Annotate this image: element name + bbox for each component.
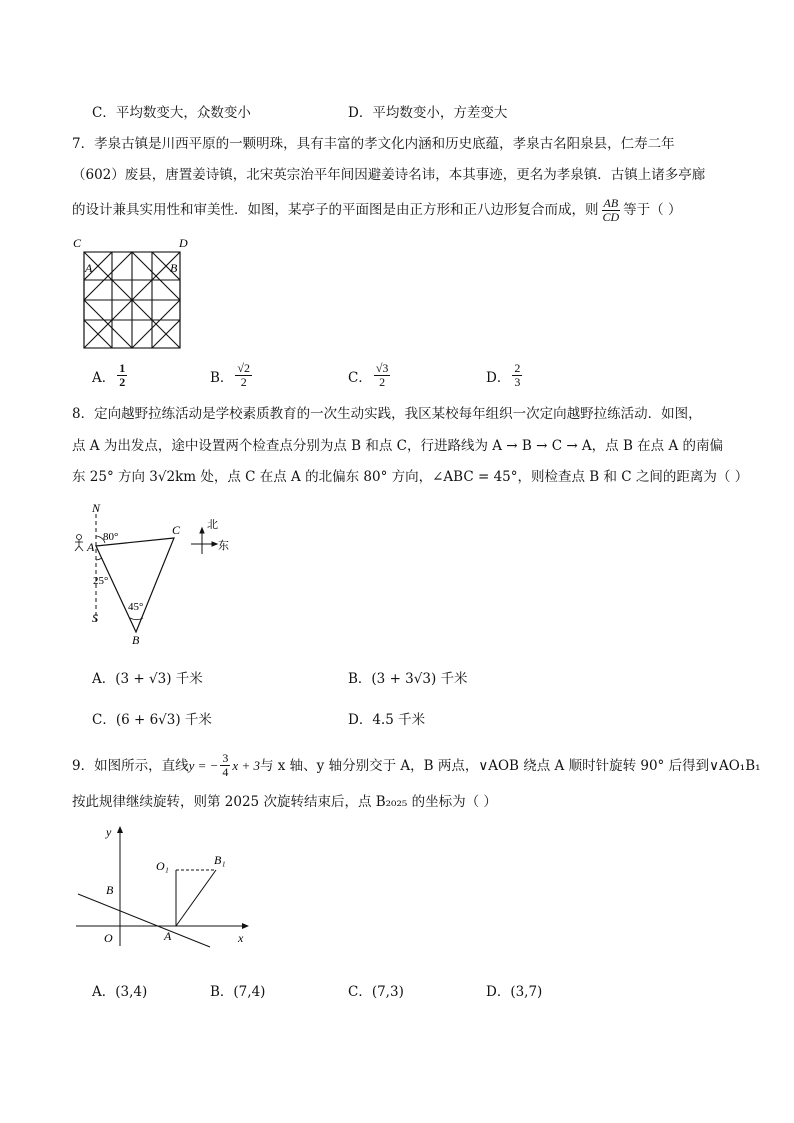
q9-label-a: A: [164, 929, 172, 943]
q7-label-a: A: [85, 261, 93, 275]
q9-option-a: A．(3,4): [92, 984, 148, 1000]
q9-label-x: x: [238, 931, 244, 945]
q7-option-a-num: 1: [119, 361, 126, 375]
q8-line-3: 东 25° 方向 3√2km 处，点 C 在点 A 的北偏东 80° 方向，∠ABC = 45°，则检查点 B 和 C 之间的距离为（ ）: [72, 469, 749, 485]
q7-option-b-frac: [235, 362, 252, 389]
segment-ab1: [176, 870, 216, 926]
q6-option-c: C．平均数变大，众数变小: [92, 105, 251, 121]
q9-option-b: B．(7,4): [210, 984, 266, 1000]
q7-line-3: [72, 197, 681, 224]
q7-line-3-tail: 等于（ ）: [623, 202, 682, 218]
q9-coordinate-figure: [70, 822, 260, 952]
q9-option-d: D．(3,7): [486, 984, 543, 1000]
q7-option-d-letter: D．: [486, 369, 511, 386]
q8-label-s: S: [92, 611, 98, 625]
q7-line-3-text: 的设计兼具实用性和审美性．如图，某亭子的平面图是由正方形和正八边形复合而成，则: [72, 202, 599, 218]
q7-label-b: B: [170, 261, 178, 275]
q8-label-a: A: [87, 540, 95, 554]
q7-option-d-num: 2: [514, 361, 521, 375]
q7-fraction: [601, 197, 622, 224]
q8-option-a: A．(3 + √3) 千米: [92, 671, 203, 687]
q9-equation-den: 4: [222, 765, 229, 779]
q8-option-c: C．(6 + 6√3) 千米: [92, 712, 212, 728]
q7-option-d: [486, 362, 524, 389]
q8-label-east: 东: [218, 540, 229, 552]
q7-option-d-den: 3: [514, 375, 521, 389]
q8-angle-25: 25°: [93, 575, 109, 587]
q9-equation-post: x + 3: [232, 757, 260, 773]
q7-option-c: [348, 362, 392, 389]
q7-option-c-num: √3: [375, 361, 389, 375]
q9-line-1-tail: 与 x 轴、y 轴分别交于 A，B 两点，∨AOB 绕点 A 顺时针旋转 90° 后得到∨AO₁B₁: [259, 757, 761, 774]
q9-equation-frac: [220, 752, 230, 779]
q8-label-n: N: [92, 501, 101, 515]
q7-label-c: C: [73, 236, 82, 250]
q7-option-a-den: 2: [119, 375, 126, 389]
q8-option-d: D．4.5 千米: [348, 712, 426, 728]
q7-line-2: （602）废县，唐置姜诗镇，北宋英宗治平年间因避姜诗名讳，本其事迹，更名为孝泉镇．古镇上诸多亭廊: [72, 167, 706, 183]
q9-line-2: 按此规律继续旋转，则第 2025 次旋转结束后，点 B₂₀₂₅ 的坐标为（ ）: [72, 794, 497, 810]
q8-angle-80: 80°: [103, 531, 119, 543]
q8-line-1: 8．定向越野拉练活动是学校素质教育的一次生动实践，我区某校每年组织一次定向越野拉练活动．如图，: [72, 406, 702, 422]
q8-option-b: B．(3 + 3√3) 千米: [348, 671, 468, 687]
q9-label-b: B: [106, 883, 114, 897]
q6-option-d: D．平均数变小，方差变大: [348, 105, 508, 121]
q9-option-c: C．(7,3): [348, 984, 404, 1000]
q7-option-b-den: 2: [240, 375, 247, 389]
q7-option-a-frac: [117, 362, 127, 389]
q7-option-a-letter: A．: [92, 369, 116, 386]
q9-label-o: O: [104, 931, 113, 945]
person-icon: [75, 535, 83, 552]
q8-label-c: C: [172, 523, 181, 537]
q9-equation-pre: y = −: [188, 757, 219, 773]
q9-label-b1: B₁: [214, 853, 226, 867]
q9-equation-num: 3: [222, 751, 229, 765]
q7-option-c-den: 2: [379, 375, 386, 389]
q8-line-2: 点 A 为出发点，途中设置两个检查点分别为点 B 和点 C，行进路线为 A → B → C → A，点 B 在点 A 的南偏: [72, 438, 724, 454]
q9-line-1-text: 9．如图所示，直线: [72, 757, 189, 774]
compass-icon: [191, 528, 217, 554]
q8-label-north: 北: [207, 519, 218, 531]
q7-fraction-den: CD: [602, 210, 620, 224]
q7-option-b: [210, 362, 254, 389]
q7-pavilion-figure: [72, 234, 202, 352]
q8-route-figure: [66, 500, 246, 648]
q7-option-a: [92, 362, 129, 389]
q9-label-o1: O₁: [156, 859, 169, 873]
q8-angle-45: 45°: [128, 601, 144, 613]
q7-option-d-frac: [512, 362, 522, 389]
q7-option-c-letter: C．: [348, 369, 372, 386]
q8-label-b: B: [132, 633, 140, 647]
q7-label-d: D: [179, 236, 188, 250]
q7-fraction-num: AB: [603, 196, 619, 210]
line-ab: [78, 894, 210, 947]
q7-option-c-frac: [374, 362, 391, 389]
q7-option-b-letter: B．: [210, 369, 234, 386]
q9-label-y: y: [106, 825, 112, 839]
q7-line-1: 7．孝泉古镇是川西平原的一颗明珠，具有丰富的孝文化内涵和历史底蕴，孝泉古名阳泉县，仁寿二年: [72, 136, 675, 152]
q9-line-1: [72, 752, 761, 779]
q7-option-b-num: √2: [237, 361, 251, 375]
